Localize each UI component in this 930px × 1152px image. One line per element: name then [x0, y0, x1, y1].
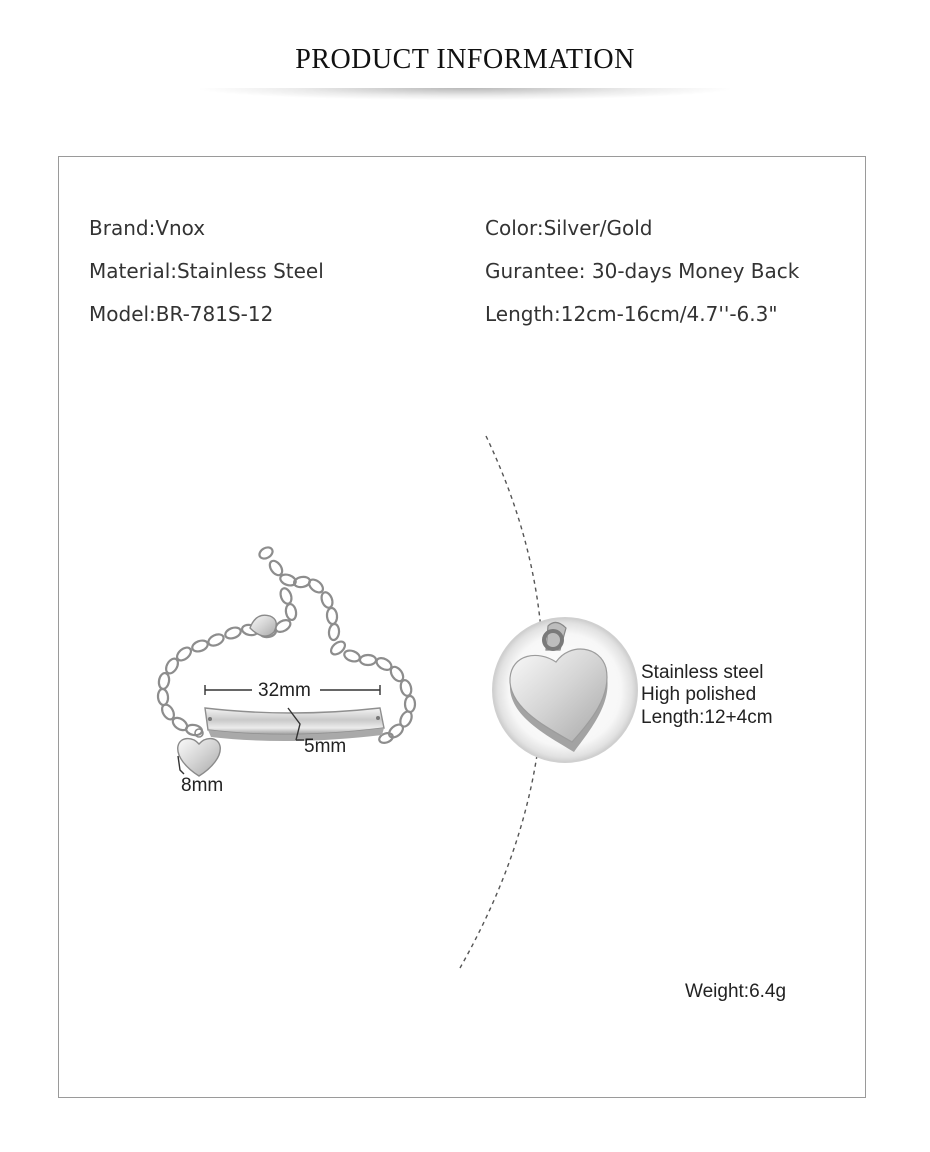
- spec-model: Model:BR-781S-12: [89, 302, 274, 326]
- spec-brand: Brand:Vnox: [89, 216, 206, 240]
- detail-material: Stainless steel: [641, 662, 764, 683]
- spec-material: Material:Stainless Steel: [89, 259, 324, 283]
- heart-detail-zoom: [493, 618, 637, 762]
- dimension-heart-size: 8mm: [181, 775, 224, 796]
- detail-finish: High polished: [641, 684, 757, 705]
- detail-chain-length: Length:12+4cm: [641, 707, 773, 728]
- clasp: [250, 615, 276, 636]
- dimension-bar-length: 32mm: [258, 680, 311, 701]
- dimension-bar-width: 5mm: [304, 736, 347, 757]
- spec-color: Color:Silver/Gold: [485, 216, 653, 240]
- page-title: PRODUCT INFORMATION: [295, 44, 635, 75]
- bracelet-id-bar: [205, 708, 384, 741]
- weight-label: Weight:6.4g: [685, 981, 787, 1002]
- spec-length: Length:12cm-16cm/4.7''-6.3": [485, 302, 778, 326]
- spec-guarantee: Gurantee: 30-days Money Back: [485, 259, 800, 283]
